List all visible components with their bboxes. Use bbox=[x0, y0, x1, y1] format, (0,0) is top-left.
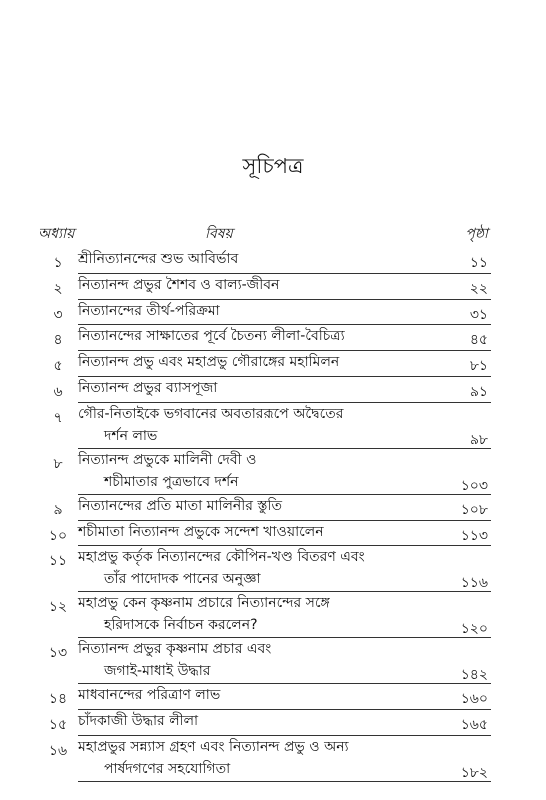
chapter-subject bbox=[78, 377, 468, 399]
page-number: ১০৮ bbox=[460, 501, 488, 518]
chapter-number: ৯ bbox=[53, 501, 63, 518]
chapter-subject bbox=[78, 546, 468, 590]
toc-row bbox=[0, 638, 546, 684]
toc-row bbox=[0, 300, 546, 326]
chapter-number: ১৬ bbox=[48, 742, 68, 759]
page-number: ১০৩ bbox=[460, 477, 488, 494]
chapter-subject-line: পার্ষদগণের সহযোগিতা bbox=[104, 760, 231, 777]
column-header-subject: বিষয় bbox=[205, 226, 233, 242]
row-divider bbox=[78, 781, 491, 782]
toc-row bbox=[0, 592, 546, 638]
column-header-chapter: অধ্যায় bbox=[38, 226, 75, 242]
chapter-subject-line: মহাপ্রভু কর্তৃক নিত্যানন্দের কৌপিন-খণ্ড বিতরণ এবং bbox=[78, 549, 365, 566]
chapter-subject bbox=[78, 300, 468, 322]
page-number: ৪৫ bbox=[469, 332, 488, 349]
chapter-subject bbox=[78, 592, 468, 636]
chapter-number: ২ bbox=[53, 280, 63, 297]
chapter-subject-line: দর্শন লাভ bbox=[104, 427, 158, 444]
page-number: ১১ bbox=[469, 255, 488, 271]
page-number: ১৬০ bbox=[460, 691, 488, 708]
chapter-number: ১৩ bbox=[48, 645, 68, 662]
toc-row bbox=[0, 521, 546, 547]
chapter-subject-line: নিত্যানন্দ প্রভুর ব্যাসপূজা bbox=[78, 379, 218, 396]
page-number: ১৮২ bbox=[460, 764, 488, 781]
chapter-subject bbox=[78, 248, 468, 270]
page-number: ১১৬ bbox=[460, 575, 488, 592]
toc-row bbox=[0, 495, 546, 521]
page-number: ৯১ bbox=[469, 383, 488, 400]
chapter-number: ৪ bbox=[53, 332, 63, 349]
toc-row bbox=[0, 325, 546, 351]
chapter-subject bbox=[78, 638, 468, 682]
chapter-subject-line: নিত্যানন্দ প্রভু এবং মহাপ্রভু গৌরাঙ্গের মহামিলন bbox=[78, 354, 340, 371]
chapter-number: ৫ bbox=[53, 358, 63, 375]
chapter-subject-line: হরিদাসকে নির্বাচন করলেন? bbox=[104, 617, 258, 634]
table-of-contents bbox=[0, 248, 546, 782]
chapter-subject bbox=[78, 495, 468, 517]
chapter-number: ৩ bbox=[53, 306, 63, 323]
chapter-number: ১০ bbox=[48, 527, 68, 544]
chapter-subject-line: মহাপ্রভুর সন্ন্যাস গ্রহণ এবং নিত্যানন্দ প্রভু ও অন্য bbox=[78, 738, 349, 755]
toc-row bbox=[0, 248, 546, 274]
chapter-subject bbox=[78, 403, 468, 447]
chapter-number: ১১ bbox=[48, 553, 68, 570]
chapter-subject-line: মাধবানন্দের পরিত্রাণ লাভ bbox=[78, 687, 221, 704]
page-number: ১২০ bbox=[460, 621, 488, 638]
chapter-number: ১৫ bbox=[48, 717, 68, 734]
chapter-number: ১ bbox=[53, 255, 63, 271]
column-header-page: পৃষ্ঠা bbox=[465, 226, 488, 242]
page-number: ৮১ bbox=[469, 358, 488, 375]
chapter-subject bbox=[78, 736, 468, 780]
toc-row bbox=[0, 736, 546, 782]
chapter-number: ১২ bbox=[48, 599, 68, 616]
chapter-number: ৮ bbox=[53, 455, 63, 472]
chapter-subject bbox=[78, 684, 468, 706]
chapter-subject-line: জগাই-মাধাই উদ্ধার bbox=[104, 663, 211, 680]
chapter-subject-line: শ্রীনিত্যানন্দের শুভ আবির্ভাব bbox=[78, 251, 239, 267]
chapter-subject bbox=[78, 351, 468, 373]
toc-row bbox=[0, 351, 546, 377]
toc-row bbox=[0, 403, 546, 449]
chapter-subject-line: মহাপ্রভু কেন কৃষ্ণনাম প্রচারে নিত্যানন্দের সঙ্গে bbox=[78, 595, 330, 612]
toc-row bbox=[0, 377, 546, 403]
chapter-subject-line: নিত্যানন্দের তীর্থ-পরিক্রমা bbox=[78, 302, 220, 319]
page-title: সূচিপত্র bbox=[242, 154, 304, 178]
page-number: ২২ bbox=[469, 280, 488, 297]
chapter-subject bbox=[78, 325, 468, 347]
chapter-subject-line: তাঁর পাদোদক পানের অনুজ্ঞা bbox=[104, 571, 261, 588]
chapter-subject-line: গৌর-নিতাইকে ভগবানের অবতাররূপে অদ্বৈতের bbox=[78, 405, 344, 422]
toc-row bbox=[0, 684, 546, 710]
page-number: ১৬৫ bbox=[460, 717, 488, 734]
chapter-subject-line: শচীমাতা নিত্যানন্দ প্রভুকে সন্দেশ খাওয়ালেন bbox=[78, 523, 324, 540]
chapter-subject-line: নিত্যানন্দের সাক্ষাতের পূর্বে চৈতন্য লীলা-বৈচিত্র্য bbox=[78, 328, 345, 345]
page-number: ১১৩ bbox=[460, 527, 488, 544]
chapter-number: ৬ bbox=[53, 383, 63, 400]
chapter-subject-line: চাঁদকাজী উদ্ধার লীলা bbox=[78, 713, 199, 730]
chapter-subject bbox=[78, 521, 468, 543]
toc-row bbox=[0, 274, 546, 300]
chapter-subject-line: নিত্যানন্দের প্রতি মাতা মালিনীর স্তুতি bbox=[78, 497, 282, 514]
chapter-subject-line: নিত্যানন্দ প্রভুর কৃষ্ণনাম প্রচার এবং bbox=[78, 641, 272, 658]
chapter-subject bbox=[78, 449, 468, 493]
chapter-subject bbox=[78, 710, 468, 732]
toc-row bbox=[0, 449, 546, 495]
page-number: ৩১ bbox=[469, 306, 488, 323]
chapter-subject bbox=[78, 274, 468, 296]
chapter-subject-line: নিত্যানন্দ প্রভুর শৈশব ও বাল্য-জীবন bbox=[78, 276, 280, 293]
chapter-number: ৭ bbox=[53, 409, 63, 426]
page-number: ১৪২ bbox=[460, 667, 488, 684]
toc-row bbox=[0, 710, 546, 736]
chapter-number: ১৪ bbox=[48, 691, 68, 708]
chapter-subject-line: নিত্যানন্দ প্রভুকে মালিনী দেবী ও bbox=[78, 451, 257, 468]
chapter-subject-line: শচীমাতার পুত্রভাবে দর্শন bbox=[104, 473, 239, 490]
page-number: ৯৮ bbox=[469, 431, 488, 448]
toc-row bbox=[0, 546, 546, 592]
